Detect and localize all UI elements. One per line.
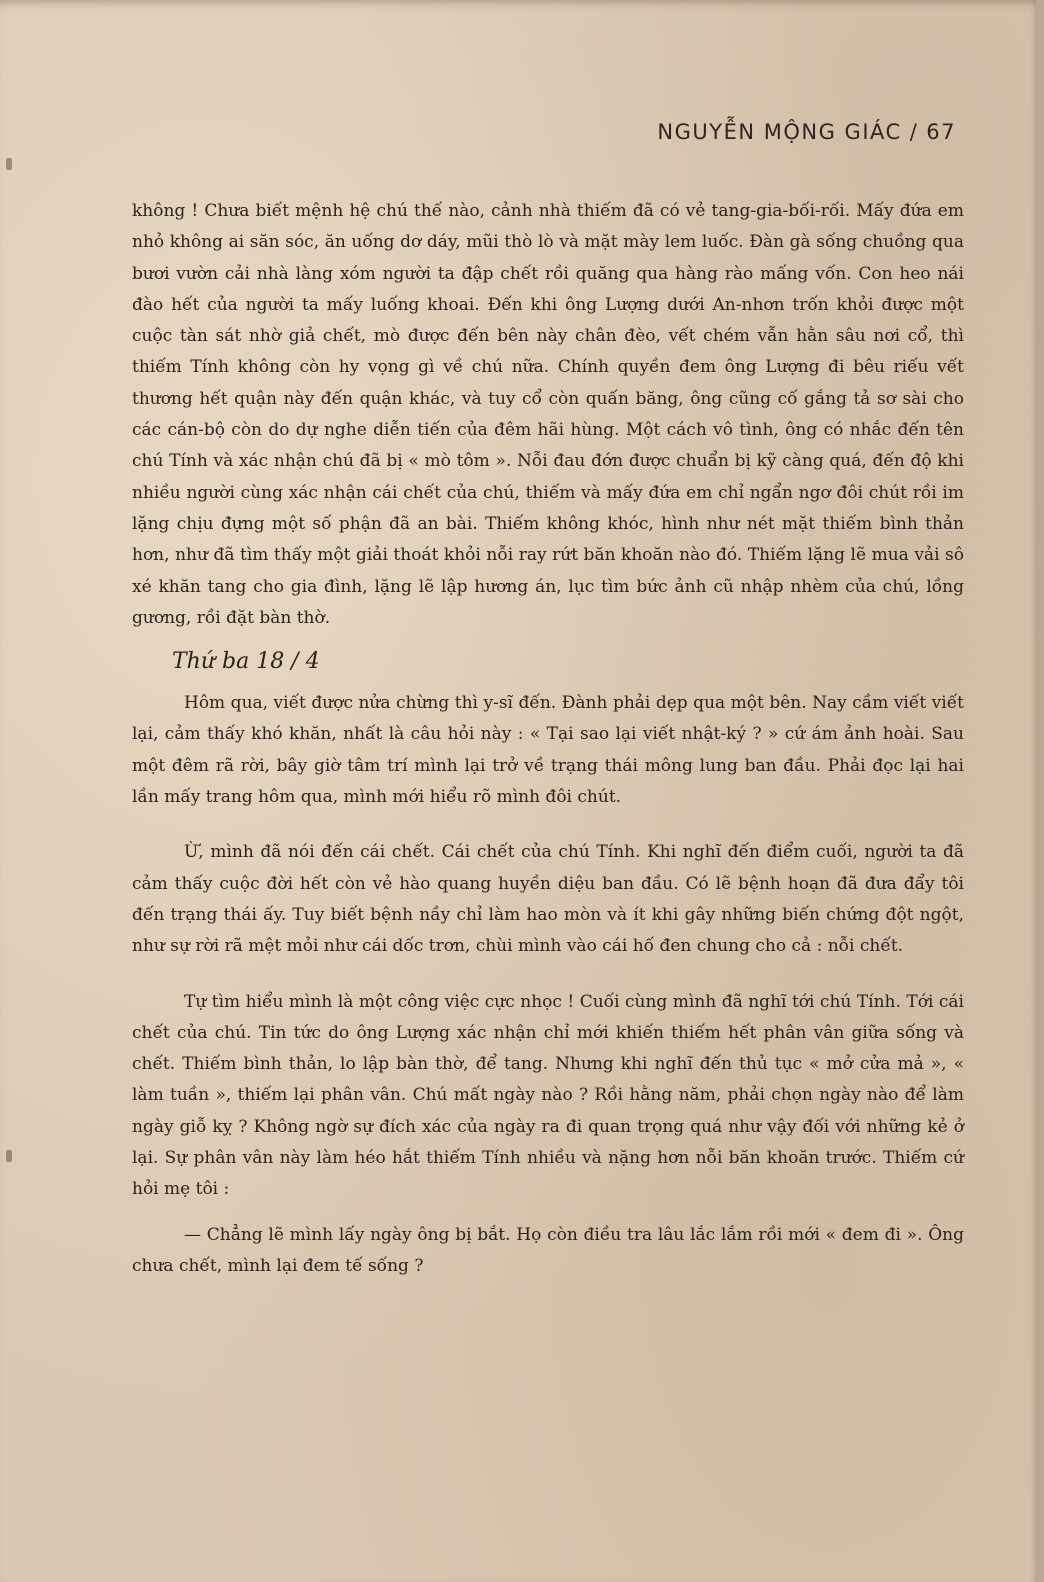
margin-mark [6, 158, 12, 170]
diary-date-heading: Thứ ba 18 / 4 [172, 649, 320, 675]
author-name: NGUYỄN MỘNG GIÁC [657, 120, 902, 144]
paragraph: Hôm qua, viết được nửa chừng thì y-sĩ đến. Đành phải dẹp qua một bên. Nay cầm viết viết lại, cảm thấy khó khăn, nhất là câu hỏi này : « Tại sao lại viết nhật-ký ? » cứ ám ảnh hoài. Sau một đêm rã rời, bây giờ tâm trí mình lại trở về trạng thái mông lung ban đầu. Phải đọc lại hai lần mấy trang hôm qua, mình mới hiểu rõ mình đôi chút. [132, 693, 964, 808]
margin-mark [6, 1150, 12, 1162]
header-separator: / [909, 120, 919, 144]
page-number: 67 [926, 120, 956, 144]
running-head [657, 120, 956, 144]
paragraph: Ừ, mình đã nói đến cái chết. Cái chết của chú Tính. Khi nghĩ đến điểm cuối, người ta đã cảm thấy cuộc đời hết còn vẻ hào quang huyền diệu ban đầu. Có lẽ bệnh hoạn đã đưa đẩy tôi đến trạng thái ấy. Tuy biết bệnh nầy chỉ làm hao mòn và ít khi gây những biến chứng đột ngột, như sự rời rã mệt mỏi như cái dốc trơn, chùi mình vào cái hố đen chung cho cả : nỗi chết. [132, 842, 964, 957]
paragraph-continuation: không ! Chưa biết mệnh hệ chú thế nào, cảnh nhà thiếm đã có vẻ tang-gia-bối-rối. Mấy đứa em nhỏ không ai săn sóc, ăn uống dơ dáy, mũi thò lò và mặt mày lem luốc. Đàn gà sống chuồng qua bươi vườn cải nhà làng xóm người ta đập chết rồi quăng qua hàng rào mấng vốn. Con heo nái đào hết của người ta mấy luống khoai. Đến khi ông Lượng dưới An-nhơn trốn khỏi được một cuộc tàn sát nhờ giả chết, mò được đến bên này chân đèo, vết chém vẫn hằn sâu nơi cổ, thì thiếm Tính không còn hy vọng gì về chú nữa. Chính quyền đem ông Lượng đi bêu riếu vết thương hết quận này đến quận khác, và tuy cổ còn quấn băng, ông cũng cố gắng tả sơ sài cho các cán-bộ còn do dự nghe diễn tiến của đêm hãi hùng. Một cách vô tình, ông có nhắc đến tên chú Tính và xác nhận chú đã bị « mò tôm ». Nỗi đau đớn được chuẩn bị kỹ càng quá, đến độ khi nhiều người cùng xác nhận cái chết của chú, thiếm và mấy đứa em chỉ ngẩn ngơ đôi chút rồi im lặng chịu đựng một số phận đã an bài. Thiếm không khóc, hình như nét mặt thiếm bình thản hơn, như đã tìm thấy một giải thoát khỏi nỗi ray rứt băn khoăn nào đó. Thiếm lặng lẽ mua vải sô xé khăn tang cho gia đình, lặng lẽ lập hương án, lục tìm bức ảnh cũ nhập nhèm của chú, lồng gương, rồi đặt bàn thờ. [132, 201, 964, 628]
dialogue-paragraph: — Chẳng lẽ mình lấy ngày ông bị bắt. Họ còn điều tra lâu lắc lắm rồi mới « đem đi ». Ông chưa chết, mình lại đem tế sống ? [132, 1224, 964, 1276]
paragraph: Tự tìm hiểu mình là một công việc cực nhọc ! Cuối cùng mình đã nghĩ tới chú Tính. Tới cái chết của chú. Tin tức do ông Lượng xác nhận chỉ mới khiến thiếm hết phân vân giữa sống và chết. Thiếm bình thản, lo lập bàn thờ, để tang. Nhưng khi nghĩ đến thủ tục « mở cửa mả », « làm tuần », thiếm lại phân vân. Chú mất ngày nào ? Rồi hằng năm, phải chọn ngày nào để làm ngày giỗ kỵ ? Không ngờ sự đích xác của ngày ra đi quan trọng quá như vậy đối với những kẻ ở lại. Sự phân vân này làm héo hắt thiếm Tính nhiều và nặng hơn nỗi băn khoăn trước. Thiếm cứ hỏi mẹ tôi : [132, 991, 964, 1200]
body-text [132, 196, 964, 1282]
